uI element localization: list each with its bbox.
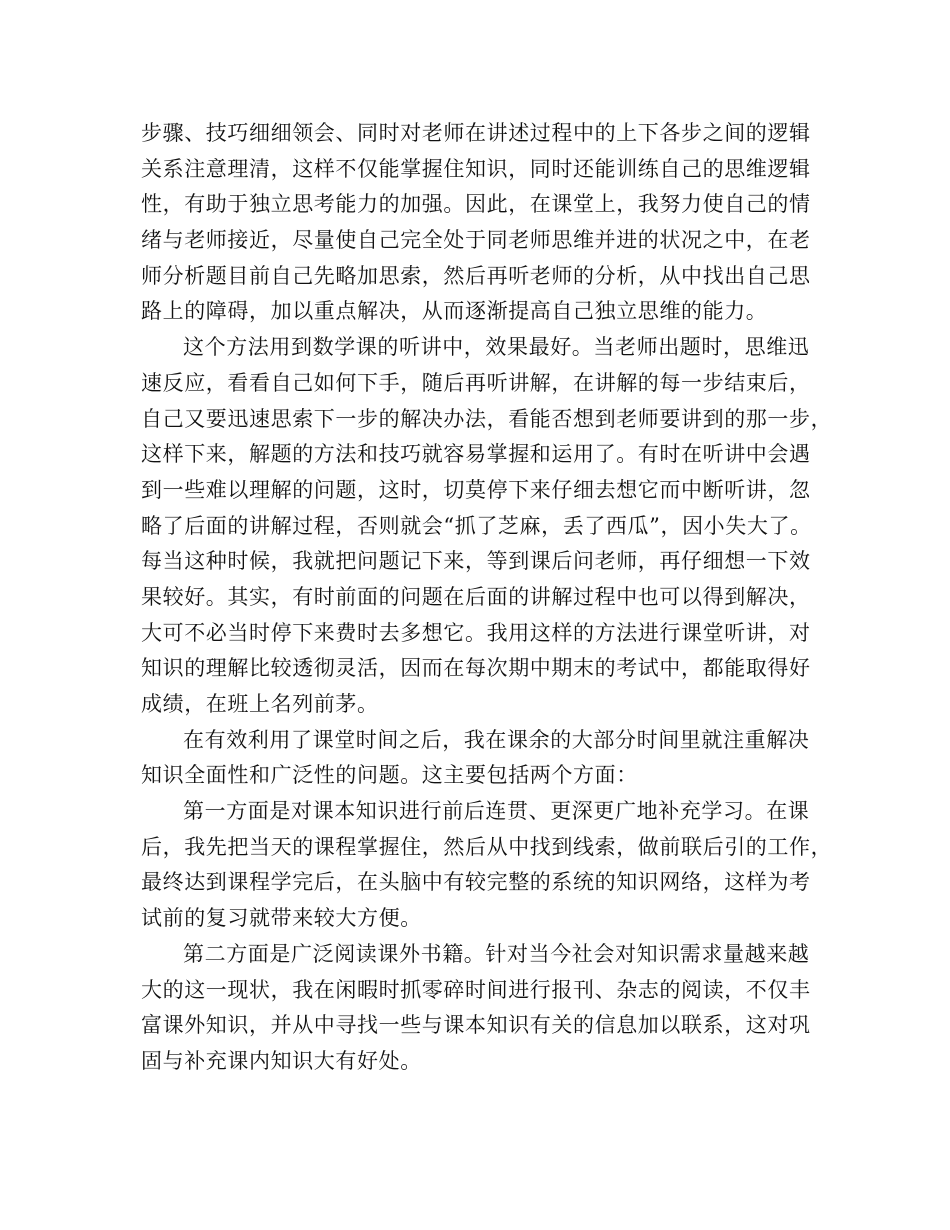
text-line: 到一些难以理解的问题，这时，切莫停下来仔细去想它而中断听讲，忽 <box>141 477 811 502</box>
text-line: 自己又要迅速思索下一步的解决办法，看能否想到老师要讲到的那一步， <box>141 406 833 431</box>
text-line: 性，有助于独立思考能力的加强。因此，在课堂上，我努力使自己的情 <box>141 192 811 217</box>
text-line: 富课外知识，并从中寻找一些与课本知识有关的信息加以联系，这对巩 <box>141 1013 811 1038</box>
paragraph-first-line: 第二方面是广泛阅读课外书籍。针对当今社会对知识需求量越来越 <box>183 941 810 966</box>
text-line: 每当这种时候，我就把问题记下来，等到课后问老师，再仔细想一下效 <box>141 549 811 574</box>
document-body <box>141 116 833 1080</box>
paragraph-first-line: 第一方面是对课本知识进行前后连贯、更深更广地补充学习。在课 <box>183 799 810 824</box>
text-line: 速反应，看看自己如何下手，随后再听讲解，在讲解的每一步结束后， <box>141 370 811 395</box>
text-line: 固与补充课内知识大有好处。 <box>141 1048 422 1073</box>
text-line: 关系注意理清，这样不仅能掌握住知识，同时还能训练自己的思维逻辑 <box>141 156 811 181</box>
text-line: 试前的复习就带来较大方便。 <box>141 906 422 931</box>
text-line: 成绩，在班上名列前茅。 <box>141 692 379 716</box>
text-line: 知识的理解比较透彻灵活，因而在每次期中期末的考试中，都能取得好 <box>141 656 811 681</box>
paragraph-first-line: 在有效利用了课堂时间之后，我在课余的大部分时间里就注重解决 <box>183 727 810 752</box>
text-line: 最终达到课程学完后，在头脑中有较完整的系统的知识网络，这样为考 <box>141 870 811 895</box>
paragraph-first-line: 这个方法用到数学课的听讲中，效果最好。当老师出题时，思维迅 <box>183 335 810 360</box>
text-line: 大可不必当时停下来费时去多想它。我用这样的方法进行课堂听讲，对 <box>141 620 811 645</box>
text-line: 果较好。其实，有时前面的问题在后面的讲解过程中也可以得到解决， <box>141 584 811 609</box>
text-line: 路上的障碍，加以重点解决，从而逐渐提高自己独立思维的能力。 <box>141 299 768 324</box>
text-line: 师分析题目前自己先略加思索，然后再听老师的分析，从中找出自己思 <box>141 263 811 288</box>
text-line: 略了后面的讲解过程，否则就会“抓了芝麻，丢了西瓜”，因小失大了。 <box>141 513 812 538</box>
text-line: 步骤、技巧细细领会、同时对老师在讲述过程中的上下各步之间的逻辑 <box>141 121 811 145</box>
text-line: 大的这一现状，我在闲暇时抓零碎时间进行报刊、杂志的阅读，不仅丰 <box>141 977 811 1002</box>
text-line: 这样下来，解题的方法和技巧就容易掌握和运用了。有时在听讲中会遇 <box>141 442 811 467</box>
text-line: 知识全面性和广泛性的问题。这主要包括两个方面： <box>141 763 638 788</box>
text-line: 绪与老师接近，尽量使自己完全处于同老师思维并进的状况之中，在老 <box>141 228 811 253</box>
text-line: 后，我先把当天的课程掌握住，然后从中找到线索，做前联后引的工作， <box>141 834 833 859</box>
